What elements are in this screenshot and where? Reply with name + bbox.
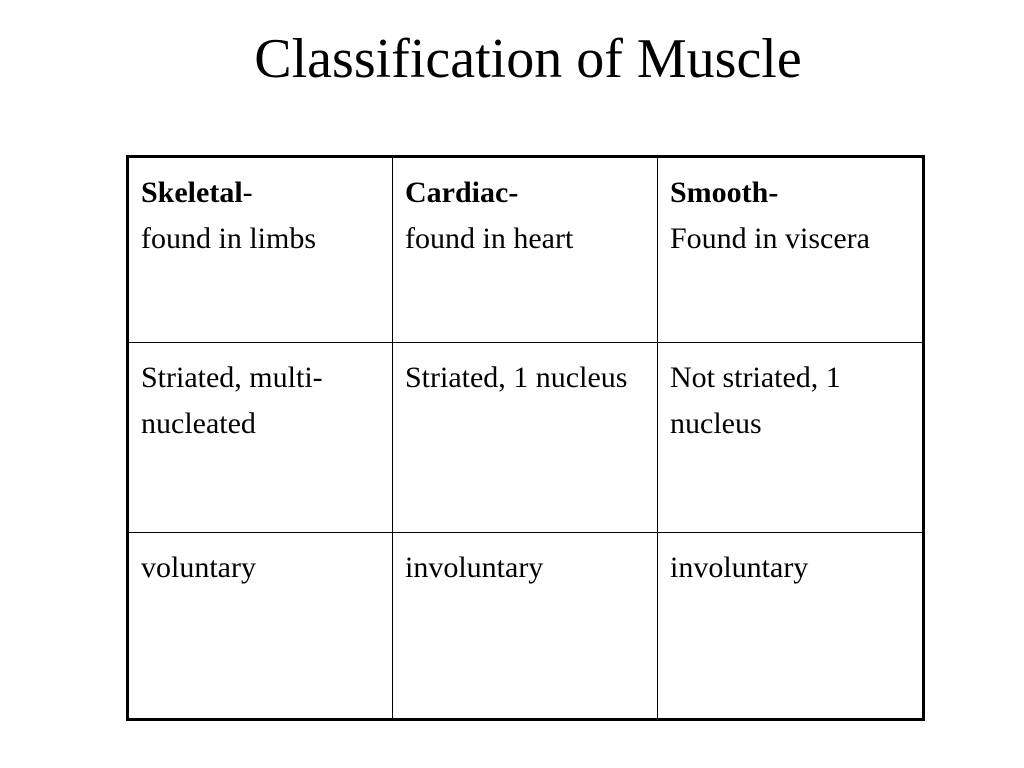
cell-heading-cardiac	[405, 170, 647, 216]
table-cell-cardiac	[393, 157, 658, 343]
cell-heading-name: Smooth-	[670, 176, 779, 209]
table-cell-smooth	[658, 157, 924, 343]
table-cell: involuntary	[393, 533, 658, 720]
table-cell: Striated, multi-nucleated	[128, 343, 393, 533]
slide-title: Classification of Muscle	[254, 28, 802, 90]
table-row	[128, 343, 924, 533]
table-row	[128, 157, 924, 343]
cell-heading-name: Skeletal	[141, 176, 243, 209]
cell-heading-name: Cardiac-	[405, 176, 519, 209]
cell-heading-suffix: -	[242, 176, 253, 209]
cell-description: found in limbs	[141, 222, 317, 255]
table-cell: Striated, 1 nucleus	[393, 343, 658, 533]
table-cell: voluntary	[128, 533, 393, 720]
table-cell: involuntary	[658, 533, 924, 720]
cell-heading-skeletal	[141, 170, 382, 216]
table-cell: Not striated, 1 nucleus	[658, 343, 924, 533]
cell-description: Found in viscera	[670, 222, 870, 255]
cell-description: found in heart	[405, 222, 574, 255]
table-row	[128, 533, 924, 720]
table-cell-skeletal	[128, 157, 393, 343]
muscle-classification-table	[126, 155, 925, 721]
cell-heading-smooth	[670, 170, 912, 216]
